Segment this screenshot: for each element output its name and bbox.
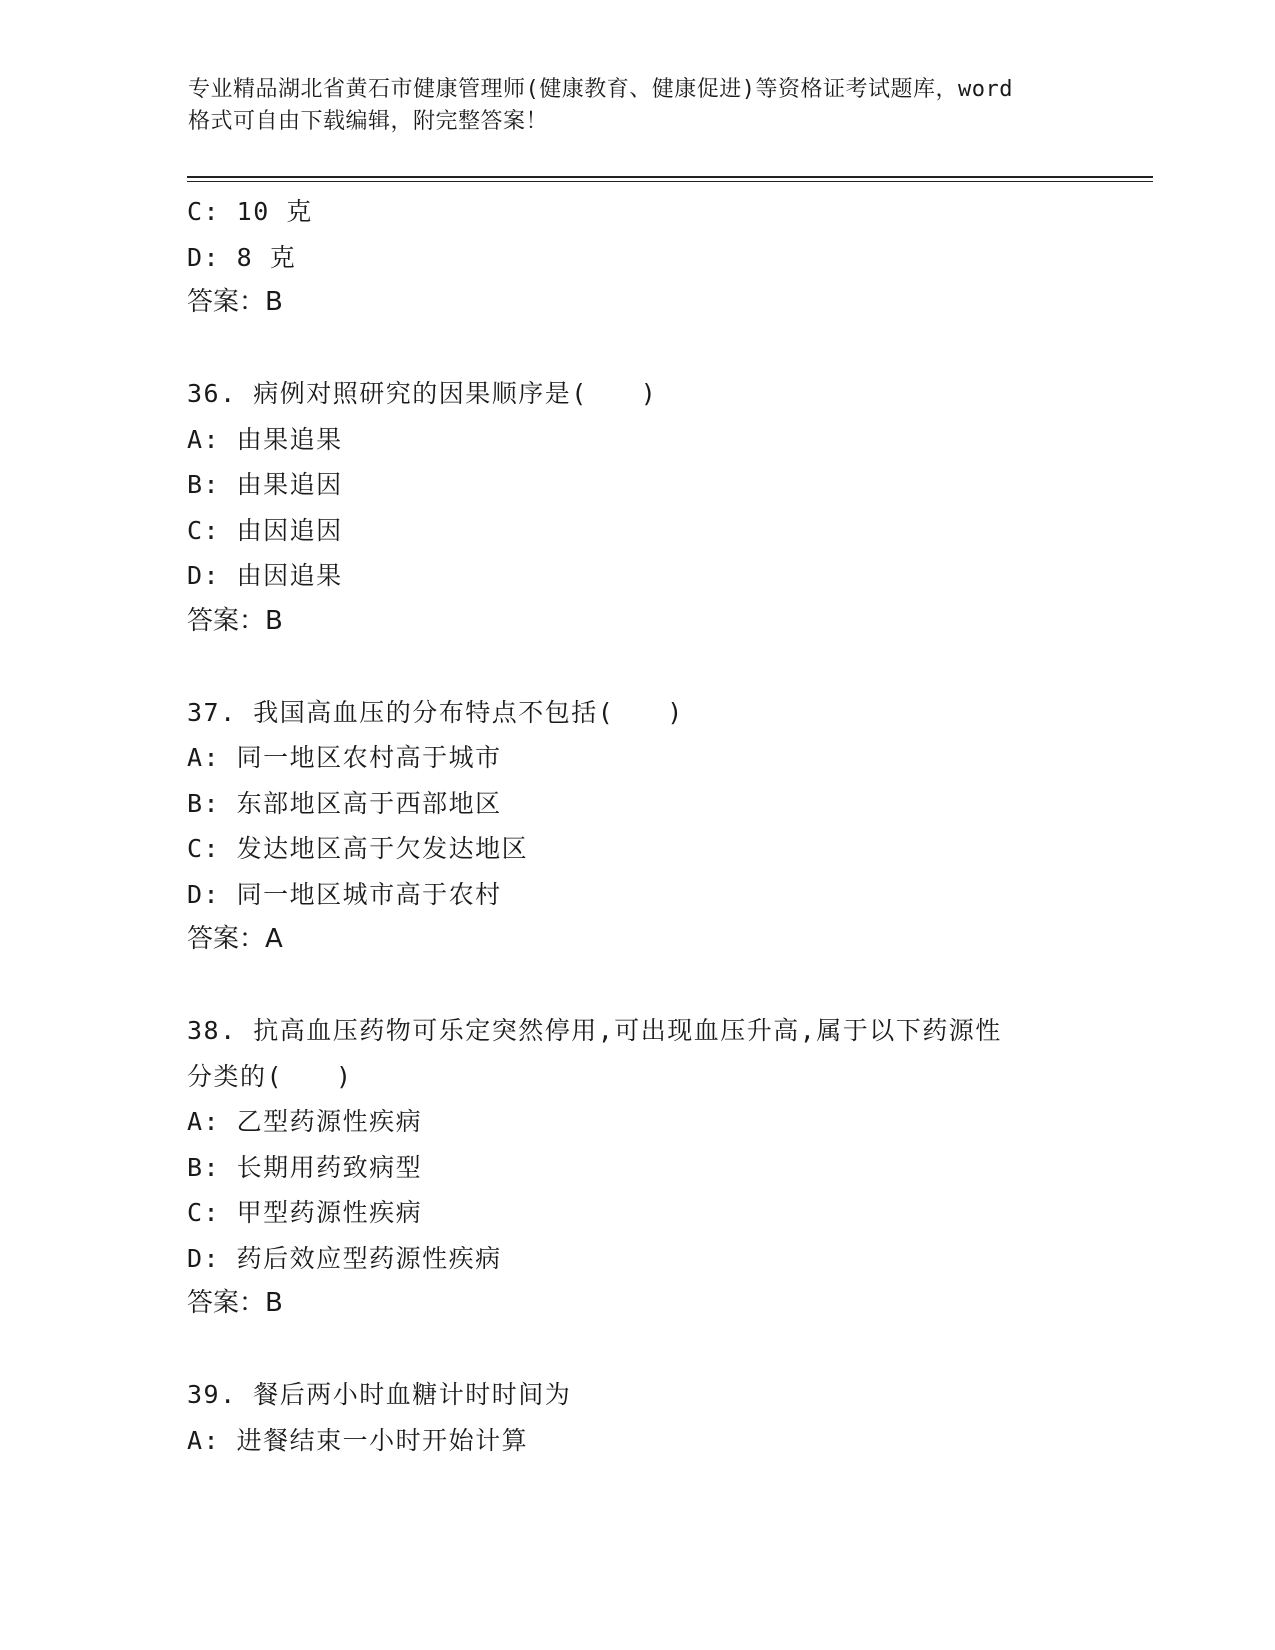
- question-stem: 37. 我国高血压的分布特点不包括( ): [187, 697, 684, 727]
- option-a: A: 同一地区农村高于城市: [187, 743, 502, 772]
- option-b: B: 东部地区高于西部地区: [187, 788, 502, 818]
- option-a: A: 乙型药源性疾病: [187, 1107, 423, 1136]
- question-stem: 38. 抗高血压药物可乐定突然停用,可出现血压升高,属于以下药源性: [187, 1016, 1002, 1045]
- option-c: C: 发达地区高于欠发达地区: [187, 834, 529, 863]
- option-d: D: 由因追果: [187, 561, 343, 590]
- spacer: [187, 326, 1147, 372]
- header-divider-thick: [187, 176, 1153, 178]
- answer-line: 答案：A: [187, 924, 283, 954]
- answer-line: 答案：B: [187, 287, 283, 317]
- option-a: A: 由果追果: [187, 424, 343, 454]
- option-d: D: 药后效应型药源性疾病: [187, 1243, 502, 1273]
- header-divider-thin: [187, 181, 1153, 182]
- header-line-1: 专业精品湖北省黄石市健康管理师(健康教育、健康促进)等资格证考试题库，word: [188, 77, 1013, 102]
- spacer: [187, 1327, 1147, 1373]
- option-c: C: 甲型药源性疾病: [187, 1198, 423, 1227]
- option-c: C: 由因追因: [187, 515, 343, 545]
- option-d: D: 8 克: [187, 242, 297, 272]
- answer-line: 答案：B: [187, 605, 283, 636]
- option-b: B: 由果追因: [187, 470, 343, 499]
- option-d: D: 同一地区城市高于农村: [187, 879, 502, 909]
- question-stem-continued: 分类的( ): [187, 1061, 353, 1091]
- question-list: [187, 189, 1147, 1463]
- question-stem: 36. 病例对照研究的因果顺序是( ): [187, 379, 658, 408]
- question-stem: 39. 餐后两小时血糖计时时间为: [187, 1380, 572, 1409]
- document-header: [188, 74, 1088, 138]
- spacer: [187, 963, 1147, 1009]
- answer-line: 答案：B: [187, 1288, 283, 1318]
- header-line-2: 格式可自由下载编辑，附完整答案！: [188, 109, 549, 134]
- spacer: [187, 644, 1147, 690]
- option-c: C: 10 克: [187, 197, 313, 226]
- option-a: A: 进餐结束一小时开始计算: [187, 1425, 529, 1455]
- option-b: B: 长期用药致病型: [187, 1152, 423, 1182]
